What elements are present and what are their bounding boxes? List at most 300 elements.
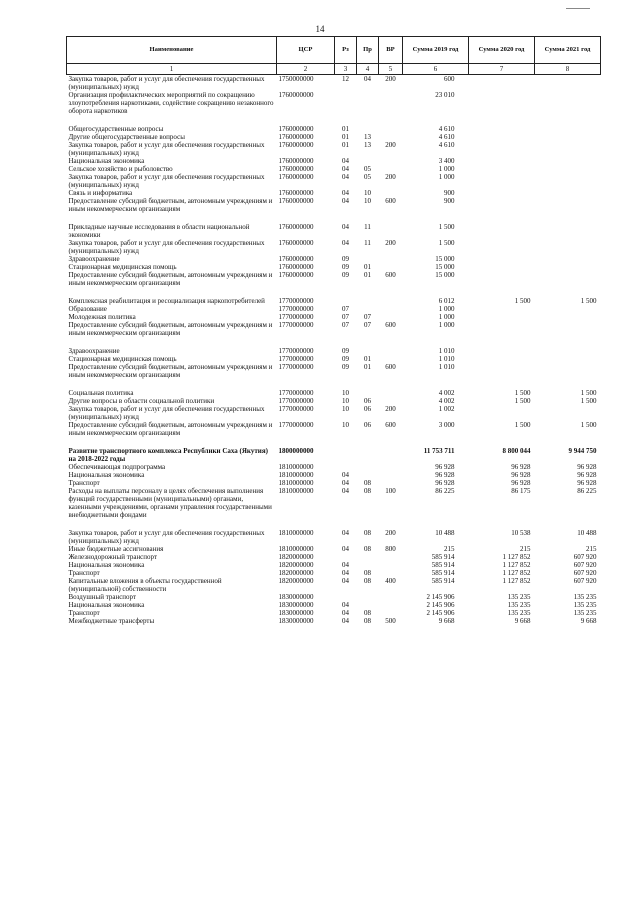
row-sum-2020: 135 235 — [507, 593, 531, 601]
row-sum-2019: 1 000 — [438, 165, 455, 173]
row-name: Здравоохранение — [68, 347, 120, 355]
row-csr: 1830000000 — [278, 609, 314, 617]
row-sum-2019: 1 000 — [438, 321, 455, 329]
row-csr: 1770000000 — [278, 355, 314, 363]
row-pr — [357, 297, 379, 305]
row-sum-2021: 215 — [586, 545, 597, 553]
row-sum-2020 — [469, 133, 535, 141]
table-row — [67, 463, 601, 471]
row-name: Закупка товаров, работ и услуг для обеспечения государственных (муниципальных) нужд — [68, 173, 265, 189]
row-vr: 200 — [385, 529, 396, 537]
row-sum-2020: 8 800 044 — [502, 447, 531, 455]
row-csr: 1760000000 — [278, 197, 314, 205]
row-pr: 11 — [364, 239, 371, 247]
table-row — [67, 569, 601, 577]
row-sum-2020 — [469, 313, 535, 321]
row-sum-2021 — [535, 223, 601, 239]
row-name: Межбюджетные трансферты — [68, 617, 155, 625]
row-sum-2020: 1 500 — [514, 389, 531, 397]
table-row — [67, 91, 601, 115]
row-vr: 600 — [385, 197, 396, 205]
header-2019: Сумма 2019 год — [403, 37, 469, 64]
row-rz: 01 — [342, 125, 349, 133]
row-sum-2019: 215 — [444, 545, 455, 553]
row-name: Транспорт — [68, 569, 100, 577]
row-sum-2021: 96 928 — [577, 471, 597, 479]
row-csr: 1760000000 — [278, 271, 314, 279]
row-sum-2021 — [535, 271, 601, 287]
row-pr — [357, 389, 379, 397]
row-rz: 12 — [342, 75, 349, 83]
table-row — [67, 447, 601, 463]
row-pr: 08 — [364, 609, 371, 617]
row-vr — [379, 561, 403, 569]
row-rz: 04 — [342, 197, 349, 205]
row-pr — [357, 463, 379, 471]
row-sum-2021 — [535, 157, 601, 165]
header-pr: Пр — [357, 37, 379, 64]
row-name: Развитие транспортного комплекса Республики Саха (Якутия) на 2018-2022 годы — [68, 447, 268, 463]
row-sum-2021: 135 235 — [573, 593, 597, 601]
column-number: 8 — [535, 64, 601, 75]
row-sum-2019: 585 914 — [431, 553, 455, 561]
row-sum-2019: 11 753 711 — [423, 447, 455, 455]
row-sum-2021 — [535, 125, 601, 133]
row-sum-2020 — [469, 165, 535, 173]
row-vr — [379, 133, 403, 141]
row-vr: 100 — [385, 487, 396, 495]
row-sum-2021: 135 235 — [573, 601, 597, 609]
row-sum-2020: 86 175 — [511, 487, 531, 495]
row-sum-2019: 900 — [444, 197, 455, 205]
row-rz: 04 — [342, 173, 349, 181]
row-vr — [379, 463, 403, 471]
row-csr: 1810000000 — [278, 479, 314, 487]
row-sum-2021: 607 920 — [573, 553, 597, 561]
row-sum-2019: 2 145 906 — [426, 601, 455, 609]
row-vr — [379, 91, 403, 115]
row-rz: 04 — [342, 577, 349, 585]
row-sum-2020: 215 — [520, 545, 531, 553]
row-pr — [357, 593, 379, 601]
row-csr: 1820000000 — [278, 569, 314, 577]
row-sum-2020: 1 127 852 — [502, 569, 531, 577]
row-vr — [379, 471, 403, 479]
row-name: Закупка товаров, работ и услуг для обеспечения государственных (муниципальных) нужд — [68, 239, 265, 255]
row-sum-2020 — [469, 305, 535, 313]
row-sum-2020: 1 127 852 — [502, 561, 531, 569]
table-row — [67, 297, 601, 305]
row-rz: 10 — [342, 421, 349, 429]
table-row — [67, 239, 601, 255]
row-name: Национальная экономика — [68, 561, 145, 569]
row-sum-2020: 1 500 — [514, 397, 531, 405]
row-rz — [335, 91, 357, 115]
row-vr: 200 — [385, 405, 396, 413]
row-vr — [379, 263, 403, 271]
row-csr: 1760000000 — [278, 223, 314, 231]
header-name: Наименование — [67, 37, 277, 64]
row-sum-2019: 1 500 — [438, 239, 455, 247]
table-row — [67, 347, 601, 355]
row-name: Предоставление субсидий бюджетным, автономным учреждениям и иным некоммерческим организациям — [68, 363, 273, 379]
row-rz: 04 — [342, 487, 349, 495]
row-vr: 600 — [385, 421, 396, 429]
row-vr — [379, 125, 403, 133]
spacer-cell — [67, 337, 601, 347]
row-sum-2019: 9 668 — [438, 617, 455, 625]
row-csr: 1760000000 — [278, 91, 314, 99]
row-vr — [379, 297, 403, 305]
table-body — [67, 75, 601, 626]
row-sum-2019: 15 000 — [435, 263, 455, 271]
row-sum-2019: 15 000 — [435, 255, 455, 263]
row-name: Социальная политика — [68, 389, 134, 397]
row-pr: 07 — [364, 313, 371, 321]
table-row — [67, 421, 601, 437]
row-sum-2019: 10 488 — [435, 529, 455, 537]
row-rz: 07 — [342, 305, 349, 313]
row-sum-2019: 4 002 — [438, 389, 455, 397]
row-sum-2019: 3 400 — [438, 157, 455, 165]
row-sum-2019: 4 610 — [438, 141, 455, 149]
budget-table — [66, 36, 601, 625]
table-row — [67, 189, 601, 197]
row-sum-2020 — [469, 321, 535, 337]
row-sum-2020: 96 928 — [511, 463, 531, 471]
row-sum-2020 — [469, 239, 535, 255]
row-sum-2019: 2 145 906 — [426, 593, 455, 601]
row-rz — [335, 297, 357, 305]
header-vr: ВР — [379, 37, 403, 64]
header-rz: Рз — [335, 37, 357, 64]
row-sum-2019: 1 010 — [438, 363, 455, 371]
row-rz — [335, 447, 357, 463]
row-rz: 09 — [342, 263, 349, 271]
row-vr — [379, 313, 403, 321]
row-sum-2020 — [469, 405, 535, 421]
row-sum-2020 — [469, 157, 535, 165]
row-pr: 08 — [364, 545, 371, 553]
row-name: Предоставление субсидий бюджетным, автономным учреждениям и иным некоммерческим организациям — [68, 271, 273, 287]
row-sum-2020: 96 928 — [511, 479, 531, 487]
row-pr: 08 — [364, 617, 371, 625]
row-pr: 10 — [364, 189, 371, 197]
row-csr: 1770000000 — [278, 389, 314, 397]
row-sum-2021 — [535, 355, 601, 363]
table-row — [67, 553, 601, 561]
row-pr: 06 — [364, 405, 371, 413]
row-csr: 1760000000 — [278, 157, 314, 165]
row-sum-2019: 4 610 — [438, 133, 455, 141]
row-pr — [357, 553, 379, 561]
table-row — [67, 133, 601, 141]
row-name: Транспорт — [68, 479, 100, 487]
row-pr — [357, 125, 379, 133]
row-pr: 04 — [364, 75, 371, 83]
row-sum-2019: 96 928 — [435, 463, 455, 471]
row-rz — [335, 553, 357, 561]
row-name: Предоставление субсидий бюджетным, автономным учреждениям и иным некоммерческим организациям — [68, 197, 273, 213]
header-csr: ЦСР — [277, 37, 335, 64]
row-csr: 1810000000 — [278, 529, 314, 537]
row-pr — [357, 561, 379, 569]
row-name: Связь и информатика — [68, 189, 133, 197]
row-sum-2021: 607 920 — [573, 561, 597, 569]
row-pr — [357, 305, 379, 313]
row-vr: 200 — [385, 75, 396, 83]
row-csr: 1770000000 — [278, 305, 314, 313]
row-sum-2020 — [469, 91, 535, 115]
row-vr — [379, 389, 403, 397]
row-name: Иные бюджетные ассигнования — [68, 545, 164, 553]
row-pr: 01 — [364, 263, 371, 271]
row-sum-2019: 6 012 — [438, 297, 455, 305]
row-sum-2021 — [535, 133, 601, 141]
spacer-row — [67, 379, 601, 389]
row-sum-2021 — [535, 165, 601, 173]
row-sum-2020 — [469, 189, 535, 197]
spacer-cell — [67, 437, 601, 447]
row-sum-2020: 96 928 — [511, 471, 531, 479]
row-rz — [335, 593, 357, 601]
row-rz: 07 — [342, 321, 349, 329]
spacer-row — [67, 115, 601, 125]
row-csr: 1760000000 — [278, 133, 314, 141]
row-sum-2019: 2 145 906 — [426, 609, 455, 617]
row-pr: 08 — [364, 569, 371, 577]
row-name: Сельское хозяйство и рыболовство — [68, 165, 173, 173]
row-rz: 07 — [342, 313, 349, 321]
spacer-row — [67, 519, 601, 529]
row-sum-2019: 900 — [444, 189, 455, 197]
row-sum-2021: 9 944 750 — [568, 447, 597, 455]
row-sum-2021: 607 920 — [573, 569, 597, 577]
row-csr: 1760000000 — [278, 141, 314, 149]
row-name: Транспорт — [68, 609, 100, 617]
row-csr: 1810000000 — [278, 487, 314, 495]
table-row — [67, 255, 601, 263]
table-row — [67, 197, 601, 213]
row-csr: 1770000000 — [278, 321, 314, 329]
row-csr: 1760000000 — [278, 255, 314, 263]
row-vr: 600 — [385, 363, 396, 371]
row-rz: 09 — [342, 271, 349, 279]
row-sum-2020 — [469, 355, 535, 363]
row-vr — [379, 355, 403, 363]
row-rz: 04 — [342, 165, 349, 173]
table-row — [67, 479, 601, 487]
row-csr: 1800000000 — [278, 447, 314, 455]
row-vr — [379, 223, 403, 239]
row-name: Расходы на выплаты персоналу в целях обеспечения выполнения функций государственными (муниципальными) органами, казенными учреждениями, органами управления государственными внебюджетными фондами — [68, 487, 272, 519]
row-vr — [379, 479, 403, 487]
row-vr: 800 — [385, 545, 396, 553]
row-csr: 1770000000 — [278, 347, 314, 355]
row-sum-2021 — [535, 363, 601, 379]
row-rz: 04 — [342, 471, 349, 479]
row-sum-2020 — [469, 197, 535, 213]
row-name: Стационарная медицинская помощь — [68, 263, 177, 271]
table-row — [67, 529, 601, 545]
row-pr: 08 — [364, 479, 371, 487]
row-csr: 1830000000 — [278, 593, 314, 601]
row-vr — [379, 165, 403, 173]
row-sum-2019: 1 500 — [438, 223, 455, 231]
row-pr — [357, 347, 379, 355]
column-number: 6 — [403, 64, 469, 75]
row-pr: 06 — [364, 421, 371, 429]
row-vr — [379, 447, 403, 463]
row-sum-2020: 1 127 852 — [502, 577, 531, 585]
row-sum-2021 — [535, 141, 601, 157]
row-sum-2021 — [535, 197, 601, 213]
row-sum-2020 — [469, 223, 535, 239]
row-csr: 1760000000 — [278, 239, 314, 247]
column-number: 4 — [357, 64, 379, 75]
spacer-row — [67, 437, 601, 447]
margin-mark — [566, 8, 590, 9]
header-2020: Сумма 2020 год — [469, 37, 535, 64]
table-row — [67, 271, 601, 287]
row-pr: 01 — [364, 363, 371, 371]
table-row — [67, 141, 601, 157]
row-sum-2019: 96 928 — [435, 471, 455, 479]
row-sum-2020 — [469, 125, 535, 133]
table-row — [67, 321, 601, 337]
row-name: Образование — [68, 305, 107, 313]
row-rz: 04 — [342, 223, 349, 231]
row-vr: 500 — [385, 617, 396, 625]
row-sum-2019: 4 002 — [438, 397, 455, 405]
row-rz: 01 — [342, 133, 349, 141]
row-vr — [379, 157, 403, 165]
row-pr — [357, 447, 379, 463]
row-sum-2021: 607 920 — [573, 577, 597, 585]
row-sum-2021: 10 488 — [577, 529, 597, 537]
row-csr: 1830000000 — [278, 617, 314, 625]
table-row — [67, 471, 601, 479]
row-pr: 01 — [364, 271, 371, 279]
row-pr: 05 — [364, 165, 371, 173]
row-sum-2020: 10 538 — [511, 529, 531, 537]
row-rz: 04 — [342, 561, 349, 569]
row-sum-2020 — [469, 271, 535, 287]
row-rz: 10 — [342, 405, 349, 413]
table-row — [67, 363, 601, 379]
spacer-cell — [67, 379, 601, 389]
table-row — [67, 75, 601, 92]
table-row — [67, 165, 601, 173]
row-sum-2021: 9 668 — [580, 617, 597, 625]
row-pr: 01 — [364, 355, 371, 363]
row-pr: 10 — [364, 197, 371, 205]
row-csr: 1810000000 — [278, 463, 314, 471]
spacer-cell — [67, 115, 601, 125]
row-sum-2020 — [469, 255, 535, 263]
row-sum-2021: 1 500 — [580, 421, 597, 429]
row-pr — [357, 255, 379, 263]
spacer-cell — [67, 287, 601, 297]
row-sum-2019: 3 000 — [438, 421, 455, 429]
row-vr — [379, 255, 403, 263]
row-sum-2021 — [535, 313, 601, 321]
table-row — [67, 545, 601, 553]
table-row — [67, 313, 601, 321]
row-sum-2020 — [469, 363, 535, 379]
row-csr: 1830000000 — [278, 601, 314, 609]
row-sum-2019: 585 914 — [431, 569, 455, 577]
table-row — [67, 263, 601, 271]
row-vr — [379, 609, 403, 617]
row-csr: 1770000000 — [278, 397, 314, 405]
row-name: Обеспечивающая подпрограмма — [68, 463, 166, 471]
spacer-row — [67, 287, 601, 297]
row-csr: 1770000000 — [278, 363, 314, 371]
row-pr — [357, 471, 379, 479]
row-csr: 1760000000 — [278, 263, 314, 271]
row-rz: 04 — [342, 189, 349, 197]
row-sum-2020: 135 235 — [507, 609, 531, 617]
row-sum-2020 — [469, 141, 535, 157]
row-rz: 10 — [342, 397, 349, 405]
row-rz: 04 — [342, 545, 349, 553]
row-rz: 04 — [342, 529, 349, 537]
row-sum-2019: 600 — [444, 75, 455, 83]
row-vr: 400 — [385, 577, 396, 585]
row-vr: 600 — [385, 271, 396, 279]
row-vr — [379, 601, 403, 609]
row-name: Капитальные вложения в объекты государственной (муниципальной) собственности — [68, 577, 222, 593]
row-pr — [357, 157, 379, 165]
row-csr: 1810000000 — [278, 545, 314, 553]
row-vr — [379, 593, 403, 601]
row-sum-2021 — [535, 347, 601, 355]
row-sum-2021: 135 235 — [573, 609, 597, 617]
row-sum-2020: 135 235 — [507, 601, 531, 609]
row-name: Другие вопросы в области социальной политики — [68, 397, 215, 405]
column-number: 7 — [469, 64, 535, 75]
row-rz: 09 — [342, 355, 349, 363]
row-rz: 09 — [342, 363, 349, 371]
row-sum-2021: 96 928 — [577, 463, 597, 471]
row-csr: 1810000000 — [278, 471, 314, 479]
column-number: 3 — [335, 64, 357, 75]
row-csr: 1820000000 — [278, 561, 314, 569]
table-row — [67, 305, 601, 313]
row-sum-2021 — [535, 91, 601, 115]
row-csr: 1750000000 — [278, 75, 314, 83]
row-vr: 600 — [385, 321, 396, 329]
row-vr: 200 — [385, 173, 396, 181]
row-sum-2019: 1 000 — [438, 305, 455, 313]
table-row — [67, 487, 601, 519]
row-pr: 08 — [364, 577, 371, 585]
row-name: Закупка товаров, работ и услуг для обеспечения государственных (муниципальных) нужд — [68, 529, 265, 545]
row-rz: 01 — [342, 141, 349, 149]
row-sum-2020: 1 500 — [514, 421, 531, 429]
row-sum-2021 — [535, 305, 601, 313]
row-sum-2021 — [535, 263, 601, 271]
row-sum-2021: 1 500 — [580, 389, 597, 397]
row-vr — [379, 347, 403, 355]
table-row — [67, 223, 601, 239]
row-pr: 07 — [364, 321, 371, 329]
table-row — [67, 397, 601, 405]
row-pr — [357, 601, 379, 609]
row-sum-2020: 1 500 — [514, 297, 531, 305]
row-csr: 1820000000 — [278, 553, 314, 561]
